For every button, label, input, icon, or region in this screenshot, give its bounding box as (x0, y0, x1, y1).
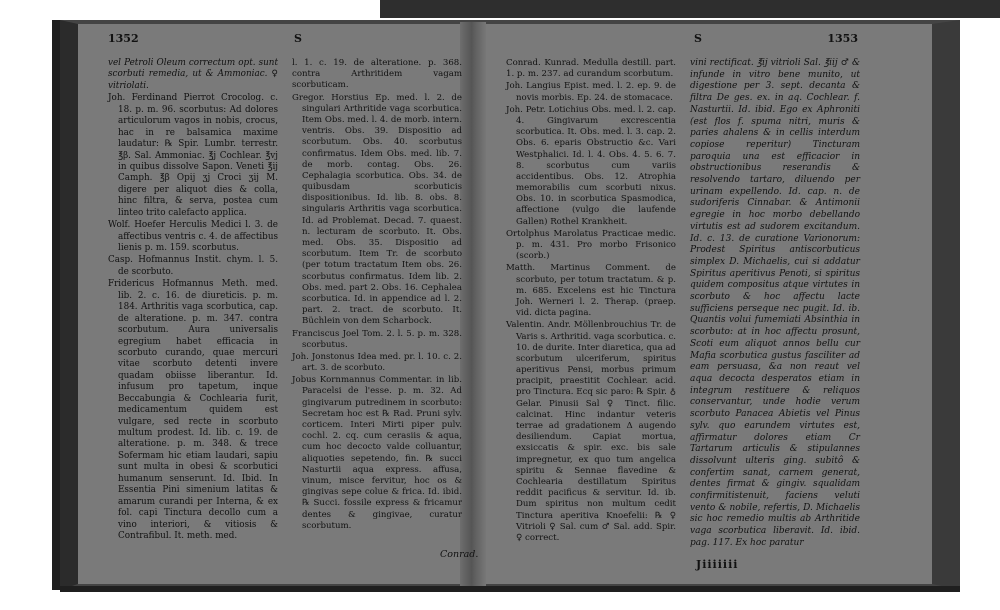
entry: Joh. Petr. Lotichius Obs. med. l. 2. cap. 4. Gingivarum excrescentia scorbutica. It. Obs. med. l. 3. cap. 2. Obs. 6. eparis Obstructio &c. Vari Westphalici. Id. l. 4. Obs. 4. 5. 6. 7. 8. scorbutus cum variis accidentibus. Obs. 12. Atrophia memorabilis cum scorbuti nixus. Obs. 10. in scorbutica Spasmodica, affectione (vulgo die laufende Gallen) Rothel Krankheit. (506, 104, 676, 227)
entry: vel Petroli Oleum correctum opt. sunt scorbuti remedia, ut & Ammoniac. ♀ vitriolati. (108, 58, 278, 91)
left-column-a (108, 58, 278, 543)
entry: Joh. Ferdinand Pierrot Crocolog. c. 18. p. m. 96. scorbutus: Ad dolores articulorum vagos in nobis, crocus, hac in re balsamica maxime laudatur: ℞ Spir. Lumbr. terrestr. ℥β. Sal. Ammoniac. ℥j Cochlear. ℥vj in quibus dissolve Sapon. Veneti ℥ij Camph. ℥β Opij ʒj Croci ʒij M. digere per aliquot dies & colla, hinc filtra, & serva, postea cum linteo trito calefacto applica. (108, 93, 278, 218)
right-page-number: 1353 (827, 32, 858, 45)
right-page-header (506, 32, 858, 48)
entry: Fridericus Hofmannus Meth. med. lib. 2. c. 16. de diureticis. p. m. 184. Arthritis vaga scorbutica, cap. de alteratione. p. m. 347. contra scorbutum. Aura universalis egregium habet efficacia in scorbuto curando, quae mercuri vitae scorbuto detenti invere quadam obiisse liberantur. Id. infusum pro tapetum, inque Beccabungia & Cochlearia furit, medicamentum quidem est vulgare, sed recte in scorbuto multum prodest. Id. lib. c. 19. de alteratione. p. m. 348. & trece Sofermam hic etiam laudari, sapiu sunt multa in obesi & scorbutici humanum senserunt. Id. Ibid. In Essentia Pini simenium latitas & amarum curandi per Interna, & ex fol. capi Tinctura decollo cum a vino interiori, & vitiosis & Contrafibul. It. meth. med. (108, 279, 278, 541)
left-catchword: Conrad. (440, 549, 479, 560)
scan-top-edge (380, 0, 1000, 18)
entry: Joh. Jonstonus Idea med. pr. l. 10. c. 2. art. 3. de scorbuto. (292, 351, 462, 374)
entry: Joh. Langius Epist. med. l. 2. ep. 9. de novis morbis. Ep. 24. de stomacace. (506, 81, 676, 103)
left-header-letter: S (294, 32, 302, 45)
right-header-letter: S (694, 32, 702, 45)
entry: Casp. Hofmannus Instit. chym. l. 5. de scorbuto. (108, 255, 278, 277)
signature-mark: Jiiiiiii (696, 558, 739, 571)
left-page-number: 1352 (108, 32, 139, 45)
left-column-b (292, 58, 462, 533)
entry: vini rectificat. ℥ij vitrioli Sal. ℥iij ♂ & infunde in vitro bene munito, ut digestione per 3. sept. decanta & filtra De ges. ex. in aq. Cochlear. f. Nasturtii. Id. ibid. Ego ex Aphroniti (est flos f. spuma nitri, muris & paries ahalens & in cellis interdum copiose reperitur) Tincturam paroquia una est efficacior in obstructionibus reserandis & resolvendo tartaro, diluendo per urinam expellendo. Id. cap. n. de sudoriferis Cinnabar. & Antimonii egregie in hoc morbo debellando virtutis est ad sudorem excitandum. Id. c. 13. de curatione Varionorum: Prodest Spiritus antiscorbuticus simplex D. Michaelis, cui si addatur Spiritus aperitivus Penoti, si spiritus quidem compositus atque virtutes in scorbuto & hoc affectu lacte sufficiens perseque nec pugit. Id. ib. Quantis volui fumemiati Absinthia in scorbuto: at in hoc affectu prosunt, Scoti eum aliquot annos bellu cur Mafia scorbutica gustus fasciliter ad eam persuasa, &a non reaut vel aqua decocta desperatos etiam in integrum restituere & reliquos conservantur, unde hodie verum scorbuto Panacea Abietis vel Pinus sylv. quo earundem virtutes est, affirmatur dolores etiam Cr Tartarum articulis & stipulannes dissolvunt ulteris ging. subitô & confertim sanat, carnem generat, dentes firmat & gingiv. squalidam confirmitistenuit, faciens veluti vento & nobile, refertis, D. Michaelis sic hoc remedio multis ab Arthritide vaga scorbutica liberavit. Id. ibid. pag. 117. Ex hoc paratur (690, 58, 860, 548)
entry: Conrad. Kunrad. Medulla destill. part. 1. p. m. 237. ad curandum scorbutum. (506, 58, 676, 80)
left-page-header (108, 32, 463, 48)
entry: l. 1. c. 19. de alteratione. p. 368. contra Arthritidem vagam scorbuticam. (292, 58, 462, 91)
entry: Wolf. Hoefer Herculis Medici l. 3. de affectibus ventris c. 4. de affectibus lienis p. m. 159. scorbutus. (108, 220, 278, 253)
scan-bottom-edge (60, 586, 960, 592)
entry: Jobus Kornmannus Commentar. in lib. Paracelsi de l'esse. p. m. 32. Ad gingivarum putredinem in scorbuto: Secretam hoc est ℞ Rad. Pruni sylv. corticem. Interi Mirti piper pulv. cochl. 2. cq. cum cerasiis & aqua, cum hoc decocto valde colluantur, aliquoties sepetendo, fin. ℞ succi Nasturtii aqua express. affusa, vinum, misce fervitur, hoc os & gingivas sepe colue & frica. Id. ibid. ℞ Succi. fossile express & fricamur dentes & gingivae, curatur scorbutum. (292, 375, 462, 531)
entry: Gregor. Horstius Ep. med. l. 2. de singulari Arthritide vaga scorbutica. Item Obs. med. l. 4. de morb. intern. ventris. Obs. 39. Dispositio ad scorbutum. Obs. 40. scorbutus confirmatus. Idem Obs. med. lib. 7. de morb. contag. Obs. 26. Cephalagia scorbutica. Obs. 34. de quibusdam scorbuticis dispositionibus. Id. lib. 8. obs. 8. singularis Arthritis vaga scorbutica. Id. ad Problemat. Decad. 7. quaest. n. lecturam de scorbuto. It. Obs. med. Obs. 35. Dispositio ad scorbutum. Item Tr. de scorbuto (per totum tractatum Item obs. 26. scorbutus confirmatus. Idem lib. 2. Obs. med. part 2. Obs. 16. Cephalea scorbutica. Id. in appendice ad l. 2. part. 2. tract. de scorbuto. It. Büchlein von dem Scharbock. (292, 92, 462, 327)
entry: Franciscus Joel Tom. 2. l. 5. p. m. 328. scorbutus. (292, 328, 462, 350)
right-column-a (506, 58, 676, 545)
book-gutter (460, 22, 486, 588)
entry: Matth. Martinus Comment. de scorbuto, per totum tractatum. & p. m. 685. Excelens est hic Tinctura Joh. Werneri l. 2. Therap. (praep. vid. dicta pagina. (506, 263, 676, 319)
entry: Ortolphus Marolatus Practicae medic. p. m. 431. Pro morbo Frisonico (scorb.) (506, 228, 676, 262)
entry: Valentin. Andr. Möllenbrouchius Tr. de Varis s. Arthritid. vaga scorbutica. c. 10. de durite. Inter diaretica, qua ad scorbutum ulceriferum, spiritus aperitivus Pensi, morbus primum pracipit, praestitit Cochlear. acid. pro Tinctura. Ecq sic paro: ℞ Spir. ♁ Gelar. Pinusii Sal ♀ Tinct. filic. calcinat. Hinc indantur veteris terrae ad gradationem Δ augendo desiliendum. Capiat mortua, exsiccatis & spir. exc. bis sale impregnetur, ex quo tum angelica spiritu & Sennae flavedine & Cochlearia destillatum Spiritus reddit pacificus & servitur. Id. ib. Dum spiritus non multum cedit Tinctura aperitiva Knoefelii: ℞ ♀ Vitrioli ♀ Sal. cum ♂ Sal. add. Spir. ♀ correct. (506, 320, 676, 543)
right-column-b (690, 58, 860, 551)
